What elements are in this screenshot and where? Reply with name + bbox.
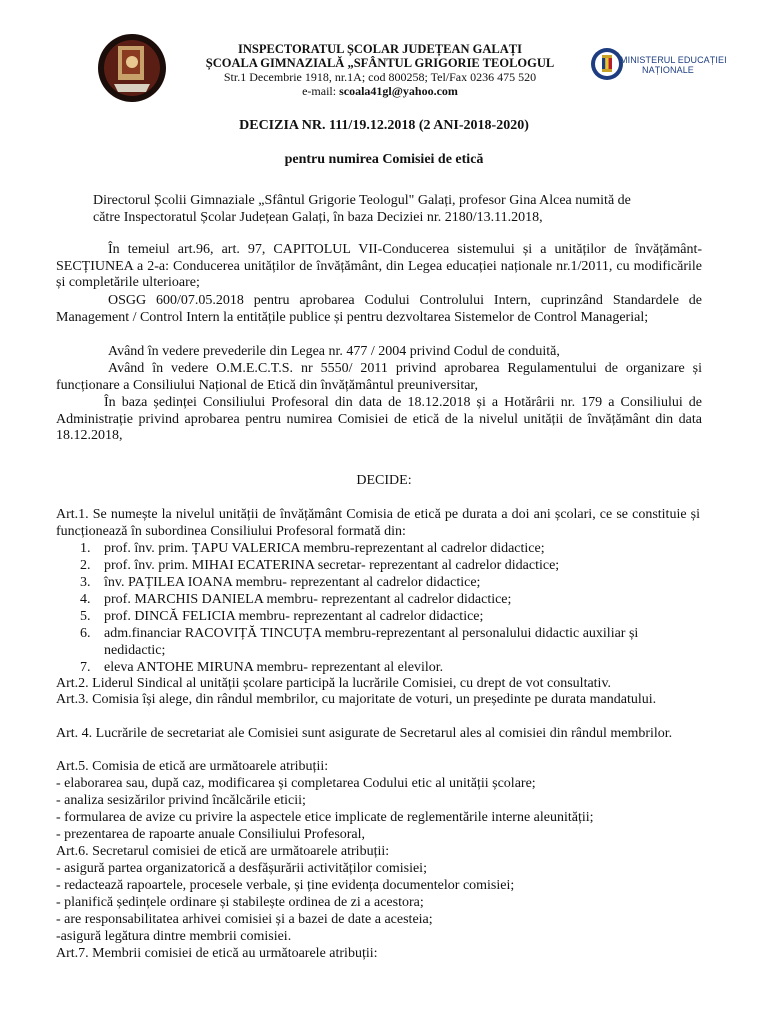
ministry-line-2: NAȚIONALE — [642, 65, 694, 75]
list-item: prof. înv. prim. ȚAPU VALERICA membru-reprezentant al cadrelor didactice; — [104, 541, 545, 556]
legal-basis-1: În temeiul art.96, art. 97, CAPITOLUL VII-Conducerea sistemului și a unităților de învățământ- SECȚIUNEA a 2-a: Conducerea unităților de învățământ, din Legea educației naționale nr.1/2011, cu modificările și completările ulterioare; — [56, 242, 702, 291]
article-6-item: -asigură legătura dintre membrii comisiei. — [56, 929, 292, 944]
article-6-item: - are responsabilitatea arhivei comisiei și a bazei de date a acesteia; — [56, 912, 433, 927]
school-address: Str.1 Decembrie 1918, nr.1A; cod 800258; Tel/Fax 0236 475 520 — [223, 70, 537, 84]
article-4: Art. 4. Lucrările de secretariat ale Comisiei sunt asigurate de Secretarul ales al comisiei din rândul membrilor. — [56, 726, 673, 741]
list-item: prof. înv. prim. MIHAI ECATERINA secretar- reprezentant al cadrelor didactice; — [104, 558, 560, 573]
article-5-item: - elaborarea sau, după caz, modificarea și completarea Codului etic al unității școlare; — [56, 776, 536, 791]
letterhead — [0, 0, 768, 110]
list-item-number: 2. — [80, 558, 91, 573]
article-5-item: - prezentarea de rapoarte anuale Consiliului Profesoral, — [56, 827, 366, 842]
legal-basis-3: Având în vedere prevederile din Legea nr. 477 / 2004 privind Codul de conduită, — [108, 344, 560, 359]
school-email: scoala41gl@yahoo.com — [339, 84, 458, 98]
article-6-item: - redactează rapoartele, procesele verbale, și ține evidența documentelor comisiei; — [56, 878, 515, 893]
list-item-number: 6. — [80, 626, 91, 641]
article-1: Art.1. Se numește la nivelul unității de învățământ Comisia de etică pe durata a doi ani școlari, ce se constituie și funcționează în subordinea Consiliului Profesoral formată din: — [56, 507, 700, 539]
ministry-name — [620, 55, 727, 75]
list-item: înv. PAȚILEA IOANA membru- reprezentant al cadrelor didactice; — [104, 575, 481, 590]
legal-basis-5: În baza ședinței Consiliului Profesoral din data de 18.12.2018 și a Hotărârii nr. 179 a Consiliului de Administrație privind aprobarea pentru numirea Comisiei de etică de la nivelul unității de învățământ din data 18.12.2018, — [56, 395, 702, 444]
article-5-title: Art.5. Comisia de etică are următoarele atribuții: — [56, 759, 329, 774]
decision-subtitle: pentru numirea Comisiei de etică — [284, 152, 484, 167]
list-item: eleva ANTOHE MIRUNA membru- reprezentant al elevilor. — [104, 660, 444, 675]
decision-title: DECIZIA NR. 111/19.12.2018 (2 ANI-2018-2020) — [239, 118, 529, 133]
article-6-item: - asigură partea organizatorică a desfășurării activităților comisiei; — [56, 861, 427, 876]
school-name: ȘCOALA GIMNAZIALĂ „SFÂNTUL GRIGORIE TEOLOGUL — [205, 56, 555, 70]
list-item-number: 1. — [80, 541, 91, 556]
legal-basis-2: OSGG 600/07.05.2018 pentru aprobarea Codului Controlului Intern, cuprinzând Standardele de Management / Control Intern la entitățile publice și pentru dezvoltarea Sistemelor de Control Managerial; — [56, 293, 702, 325]
article-5-item: - analiza sesizărilor privind încălcările eticii; — [56, 793, 306, 808]
list-item: adm.financiar RACOVIȚĂ TINCUȚA membru-reprezentant al personalului didactic auxiliar și nedidactic; — [104, 626, 639, 658]
list-item-number: 7. — [80, 660, 91, 675]
article-5-item: - formularea de avize cu privire la aspectele etice implicate de reglementările interne aleunității; — [56, 810, 594, 825]
letterhead-text — [180, 42, 580, 98]
list-item: prof. MARCHIS DANIELA membru- reprezentant al cadrelor didactice; — [104, 592, 512, 607]
ministry-line-1: MINISTERUL EDUCAȚIEI — [620, 55, 727, 65]
legal-basis-4: Având în vedere O.M.E.C.T.S. nr 5550/ 2011 privind aprobarea Regulamentului de organizare și funcționare a Consiliului Național de Etică din învățământul preuniversitar, — [56, 361, 702, 393]
intro-line-2: către Inspectoratul Școlar Județean Galați, în baza Deciziei nr. 2180/13.11.2018, — [93, 210, 543, 225]
article-7-title: Art.7. Membrii comisiei de etică au următoarele atribuții: — [56, 946, 378, 961]
school-email-line — [180, 84, 580, 98]
email-label: e-mail: — [302, 84, 340, 98]
list-item: prof. DINCĂ FELICIA membru- reprezentant al cadrelor didactice; — [104, 609, 484, 624]
school-emblem-icon — [96, 32, 168, 104]
intro-line-1: Directorul Școlii Gimnaziale „Sfântul Grigorie Teologul" Galați, profesor Gina Alcea numită de — [93, 193, 631, 208]
article-3: Art.3. Comisia își alege, din rândul membrilor, cu majoritate de voturi, un președinte pe durata mandatului. — [56, 692, 657, 707]
list-item-number: 3. — [80, 575, 91, 590]
article-6-item: - planifică ședințele ordinare și stabilește ordinea de zi a acestora; — [56, 895, 424, 910]
article-6-title: Art.6. Secretarul comisiei de etică are următoarele atribuții: — [56, 844, 390, 859]
inspectorate-name: INSPECTORATUL ȘCOLAR JUDEȚEAN GALAȚI — [238, 42, 522, 56]
list-item-number: 5. — [80, 609, 91, 624]
decide-heading: DECIDE: — [356, 473, 412, 488]
list-item-number: 4. — [80, 592, 91, 607]
article-2: Art.2. Liderul Sindical al unității școlare participă la lucrările Comisiei, cu drept de vot consultativ. — [56, 676, 612, 691]
